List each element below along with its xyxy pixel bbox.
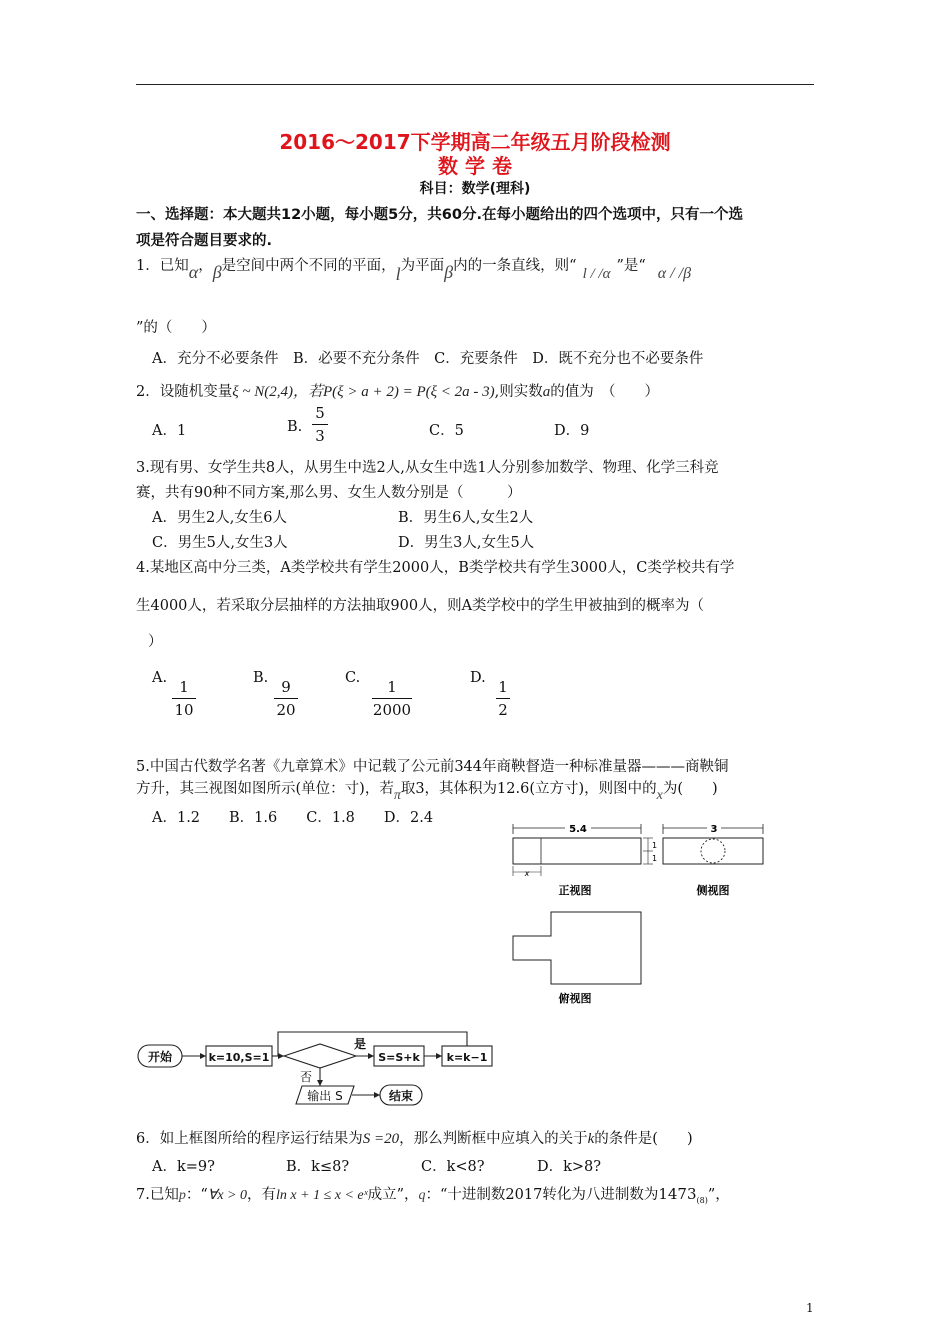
q7-q: q	[418, 1188, 426, 1203]
q2-formula: ξ ~ N(2,4)，若P(ξ > a + 2) = P(ξ < 2a - 3)	[232, 384, 495, 400]
q6-condition: S =20	[362, 1131, 400, 1147]
q4-option-c-fraction	[372, 678, 412, 719]
q4-option-a: A.	[152, 670, 168, 686]
fraction-bar	[312, 424, 328, 425]
q7-stem	[136, 1183, 730, 1204]
q2-text-1: 2．设随机变量	[136, 384, 233, 400]
q5-text-1: 方升，其三视图如图所示(单位：寸)，若	[136, 781, 394, 797]
flow-start-label: 开始	[147, 1050, 173, 1064]
exam-title: 2016～2017下学期高二年级五月阶段检测	[279, 130, 671, 154]
q1-beta-2: β	[444, 262, 454, 282]
q4-option-a-fraction	[172, 678, 196, 719]
flow-output-label: 输出 S	[307, 1089, 343, 1103]
q1-condition-1: l / /α	[582, 266, 611, 282]
arrowhead	[278, 1053, 284, 1059]
flow-yes-label: 是	[353, 1037, 367, 1051]
q7-forall: ∀x > 0	[207, 1188, 248, 1203]
q3-option-b: B．男生6人,女生2人	[398, 510, 534, 526]
q4-line1: 4.某地区高中分三类，A类学校共有学生2000人，B类学校共有学生3000人，C类学校共有学	[136, 560, 735, 576]
q4-option-d-den: 2	[498, 701, 508, 719]
front-rect	[513, 838, 641, 864]
q7-text-2: ：“	[185, 1187, 208, 1203]
flow-update-s-label: S=S+k	[378, 1051, 420, 1064]
q3-option-c: C．男生5人,女生3人	[152, 535, 288, 551]
q4-option-c-den: 2000	[372, 701, 412, 719]
exam-subject: 科目：数学(理科)	[419, 181, 531, 197]
q7-text-3: ，有	[247, 1187, 277, 1203]
section-heading-line1: 一、选择题：本大题共12小题，每小题5分，共60分.在每小题给出的四个选项中，只有一个选	[136, 207, 743, 223]
q6-option-b: B．k≤8?	[286, 1159, 350, 1175]
q1-comma: ，	[198, 258, 213, 274]
side-view-label: 侧视图	[696, 884, 730, 897]
side-rect	[663, 838, 763, 864]
q3-option-a: A．男生2人,女生6人	[152, 510, 288, 526]
fraction-bar	[274, 698, 298, 699]
q1-stem	[136, 254, 692, 284]
q5-pi: π	[393, 788, 401, 803]
three-view-figure	[505, 820, 775, 1010]
front-dim-label: 5.4	[569, 824, 587, 835]
q4-option-b: B.	[253, 670, 269, 686]
fraction-bar	[172, 698, 196, 699]
q4-option-d-num: 1	[498, 678, 508, 696]
q7-p: p	[178, 1188, 186, 1203]
q4-line2: 生4000人，若采取分层抽样的方法抽取900人，则A类学校中的学生甲被抽到的概率为（	[136, 598, 705, 614]
q4-option-b-den: 20	[276, 701, 296, 719]
top-rule	[136, 84, 814, 85]
q5-options: A．1.2 B．1.6 C．1.8 D．2.4	[152, 810, 434, 826]
q2-option-b-fraction	[312, 404, 328, 445]
q5-line2	[136, 777, 718, 803]
exam-subtitle: 数 学 卷	[438, 154, 512, 178]
q2-option-b: B.	[287, 419, 303, 435]
side-hidden-circle	[701, 839, 725, 863]
fraction-bar	[496, 698, 510, 699]
arrowhead	[436, 1053, 442, 1059]
q7-octal: 1473	[658, 1185, 697, 1203]
q6-text-3: 的条件是( )	[594, 1131, 693, 1147]
page-number: 1	[806, 1301, 814, 1315]
q7-text-5: ：“十进制数2017转化为八进制数为	[425, 1187, 659, 1203]
front-view-label: 正视图	[558, 884, 592, 897]
q6-text-2: ，那么判断框中应填入的关于	[399, 1131, 588, 1147]
q1-text-3: 为平面	[400, 258, 445, 274]
section-heading-line2: 项是符合题目要求的.	[136, 233, 273, 249]
q2-option-a: A．1	[152, 423, 187, 439]
flow-end-label: 结束	[388, 1089, 414, 1103]
flow-no-label: 否	[299, 1070, 313, 1084]
q5-text-2: 取3，其体积为12.6(立方寸)，则图中的	[400, 781, 657, 797]
q4-option-b-fraction	[274, 678, 298, 719]
q3-line1: 3.现有男、女学生共8人，从男生中选2人,从女生中选1人分别参加数学、物理、化学三科竞	[136, 460, 719, 476]
front-height-label-2: 1	[652, 854, 658, 863]
flow-init-label: k=10,S=1	[208, 1051, 270, 1064]
top-outline	[513, 912, 641, 984]
q5-line1: 5.中国古代数学名著《九章算术》中记载了公元前344年商鞅督造一种标准量器———商鞅铜	[136, 759, 729, 775]
q3-line2: 赛，共有90种不同方案,那么男、女生人数分别是（ ）	[136, 485, 522, 501]
x-dim-label: x	[524, 869, 530, 878]
q2-var-a: a	[542, 384, 551, 400]
q6-text-1: 6．如上框图所给的程序运行结果为	[136, 1131, 363, 1147]
front-height-label-1: 1	[652, 841, 658, 850]
q4-option-a-num: 1	[179, 678, 189, 696]
q1-l: l	[395, 264, 401, 284]
q1-options: A．充分不必要条件 B．必要不充分条件 C．充要条件 D．既不充分也不必要条件	[152, 351, 704, 367]
q1-text-1: 1．已知	[136, 258, 189, 274]
q4-option-d-fraction	[496, 678, 510, 719]
arrowhead	[368, 1053, 374, 1059]
q5-x: x	[656, 788, 663, 803]
q4-option-c: C.	[345, 670, 361, 686]
q1-text-2: 是空间中两个不同的平面，	[221, 258, 396, 274]
q6-stem	[136, 1127, 693, 1148]
q2-text-2: ,则实数	[494, 384, 543, 400]
top-view	[513, 912, 641, 1005]
q7-inequality: ln x + 1 ≤ x < eˣ	[276, 1188, 368, 1203]
q4-option-b-num: 9	[281, 678, 291, 696]
q2-text-3: 的值为 （ ）	[550, 384, 660, 400]
q1-stem-end: ”的（ ）	[136, 320, 216, 336]
q1-text-5: ”是“	[616, 258, 646, 274]
q2-option-b-den: 3	[315, 427, 325, 445]
q4-option-c-num: 1	[387, 678, 397, 696]
q3-option-d: D．男生3人,女生5人	[398, 535, 535, 551]
side-dim-label: 3	[710, 824, 718, 835]
q7-text-6: ”，	[707, 1187, 730, 1203]
arrowhead	[317, 1080, 323, 1086]
q7-text-4: 成立”，	[367, 1187, 419, 1203]
q4-line3: ）	[148, 634, 163, 650]
fraction-bar	[372, 698, 412, 699]
q4-option-d: D.	[470, 670, 486, 686]
q6-option-c: C．k<8?	[421, 1159, 485, 1175]
q1-text-4: 内的一条直线，则“	[453, 258, 577, 274]
q1-condition-2: α / /β	[657, 265, 692, 282]
front-view	[513, 822, 657, 897]
arrowhead	[200, 1053, 206, 1059]
side-view	[663, 822, 763, 897]
flow-edge-loop	[278, 1032, 467, 1056]
q5-text-3: 为( )	[662, 781, 718, 797]
q2-stem	[136, 380, 659, 401]
q1-beta: β	[212, 262, 222, 282]
flow-decision-shape	[284, 1044, 356, 1068]
q6-option-a: A．k=9?	[152, 1159, 215, 1175]
arrowhead	[374, 1092, 380, 1098]
q1-alpha: α	[188, 262, 199, 282]
q2-option-d: D．9	[554, 423, 590, 439]
flowchart	[134, 1026, 499, 1111]
q4-option-a-den: 10	[174, 701, 194, 719]
q2-option-b-num: 5	[315, 404, 325, 422]
top-view-label: 俯视图	[558, 992, 592, 1005]
flow-update-k-label: k=k−1	[446, 1051, 488, 1064]
q6-option-d: D．k>8?	[537, 1159, 602, 1175]
q6-k: k	[587, 1131, 595, 1147]
q7-text-1: 7.已知	[136, 1187, 179, 1203]
q2-option-c: C．5	[429, 423, 464, 439]
q7-base: (8)	[696, 1196, 708, 1205]
